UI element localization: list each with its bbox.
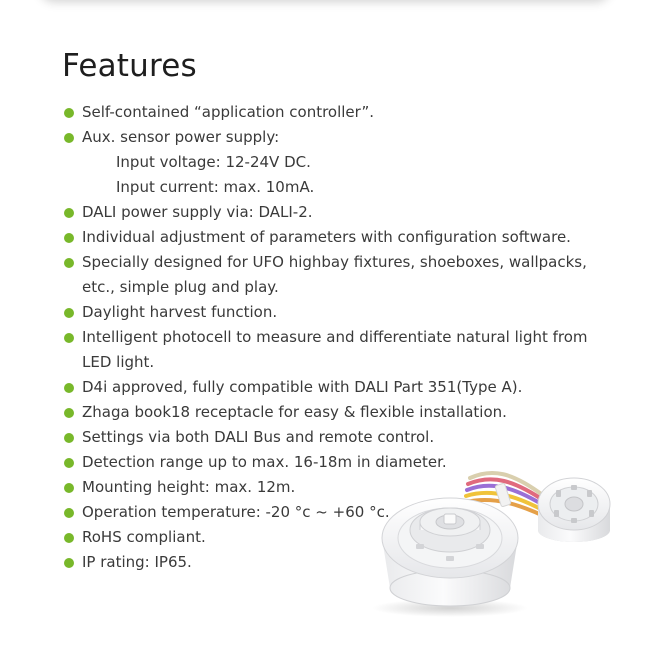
feature-text: Daylight harvest function. [82,303,278,321]
feature-text: Intelligent photocell to measure and differentiate natural light from LED light. [82,328,588,371]
feature-text: Self-contained “application controller”. [82,103,374,121]
bullet-icon [64,208,74,218]
feature-text: Settings via both DALI Bus and remote control. [82,428,435,446]
sensor-graphic [382,498,518,606]
bullet-icon [64,383,74,393]
bullet-icon [64,308,74,318]
feature-subtext: Input current: max. 10mA. [116,178,315,196]
bullet-icon [64,408,74,418]
feature-text: Individual adjustment of parameters with configuration software. [82,228,571,246]
bullet-icon [64,108,74,118]
feature-text: Mounting height: max. 12m. [82,478,296,496]
list-item [62,100,602,125]
bullet-icon [64,233,74,243]
feature-text: Aux. sensor power supply: [82,128,280,146]
product-image [372,438,612,618]
bullet-icon [64,333,74,343]
list-item [62,325,602,375]
feature-text: Operation temperature: -20 °c ~ +60 °c. [82,503,390,521]
list-item [62,300,602,325]
list-item [62,400,602,425]
list-item [62,375,602,400]
feature-text: D4i approved, fully compatible with DALI Part 351(Type A). [82,378,523,396]
list-item [62,125,602,200]
section-title: Features [62,48,197,84]
list-item [62,225,602,250]
receptacle-graphic [538,478,610,542]
feature-text: RoHS compliant. [82,528,206,546]
bullet-icon [64,133,74,143]
feature-text: IP rating: IP65. [82,553,192,571]
bullet-icon [64,483,74,493]
feature-text: Detection range up to max. 16-18m in diameter. [82,453,447,471]
bullet-icon [64,258,74,268]
bullet-icon [64,533,74,543]
bullet-icon [64,558,74,568]
feature-subtext: Input voltage: 12-24V DC. [116,153,311,171]
feature-text: Zhaga book18 receptacle for easy & flexible installation. [82,403,507,421]
bullet-icon [64,508,74,518]
list-item [62,200,602,225]
feature-text: Specially designed for UFO highbay fixtures, shoeboxes, wallpacks, etc., simple plug and play. [82,253,587,296]
bullet-icon [64,433,74,443]
list-item [62,250,602,300]
bullet-icon [64,458,74,468]
feature-text: DALI power supply via: DALI-2. [82,203,313,221]
